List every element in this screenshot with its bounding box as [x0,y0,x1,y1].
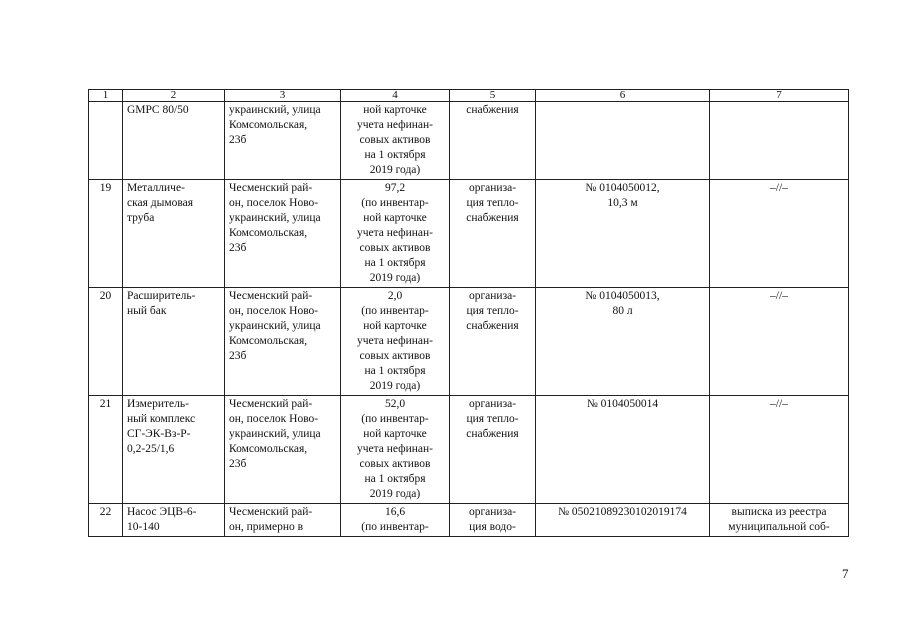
table-row [89,288,849,396]
header-cell-6: 6 [536,90,710,102]
cell-line: украинский, улица [229,320,321,332]
header-cell-2: 2 [123,90,225,102]
cell-line: Комсомольская, [229,227,308,239]
cell-line: украинский, улица [229,212,321,224]
cell-line: (по инвентар- [361,305,429,317]
cell-line: совых активов [359,350,431,362]
cell-line: 52,0 [384,398,406,410]
cell-line: ция тепло- [466,413,519,425]
cell-line: 2,0 [387,290,403,302]
cell-line: снабжения [466,320,519,332]
cell-line: ной карточке [363,212,427,224]
header-cell-5: 5 [450,90,536,102]
page-number: 7 [842,566,849,581]
balance-value-cell [341,102,450,180]
row-number-cell [89,102,123,180]
table-row [89,102,849,180]
cell-line: он, примерно в [229,521,304,533]
cell-line: Расширитель- [127,290,196,302]
cell-line: ной карточке [363,428,427,440]
balance-value-cell [341,396,450,504]
cell-line: снабжения [466,428,519,440]
cell-line: 23б [229,242,247,254]
cell-line: 97,2 [384,182,406,194]
note-cell [710,396,849,504]
cell-line: учета нефинан- [356,119,434,131]
cell-line: Комсомольская, [229,335,308,347]
cell-line: на 1 октября [364,149,426,161]
address-cell [225,180,341,288]
cell-line: на 1 октября [364,473,426,485]
address-cell [225,396,341,504]
cell-line: № 05021089230102019174 [558,506,687,518]
cell-line: 80 л [612,305,633,317]
object-name-cell [123,102,225,180]
header-cell-7: 7 [710,90,849,102]
cell-line: Чесменский рай- [229,506,313,518]
cell-line: организа- [468,182,517,194]
cell-line: совых активов [359,134,431,146]
registry-number-cell [536,504,710,537]
cell-line: ция водо- [469,521,516,533]
cell-line: учета нефинан- [356,443,434,455]
registry-number-cell [536,102,710,180]
cell-line: № 0104050012, [585,182,660,194]
organization-cell [450,288,536,396]
address-cell [225,102,341,180]
registry-number-cell [536,180,710,288]
cell-line: 23б [229,134,247,146]
cell-line: ной карточке [363,104,427,116]
cell-line: Измеритель- [127,398,189,410]
cell-line: 23б [229,350,247,362]
cell-line: –//– [770,398,788,410]
cell-line: № 0104050013, [585,290,660,302]
address-cell [225,288,341,396]
cell-line: он, поселок Ново- [229,305,319,317]
row-number-cell: 20 [89,288,123,396]
balance-value-cell [341,504,450,537]
cell-line: (по инвентар- [361,197,429,209]
cell-line: Чесменский рай- [229,290,313,302]
cell-line: совых активов [359,242,431,254]
cell-line: ной карточке [363,320,427,332]
object-name-cell [123,504,225,537]
table-row [89,504,849,537]
table-row [89,396,849,504]
note-cell [710,288,849,396]
cell-line: –//– [770,290,788,302]
row-number-cell: 19 [89,180,123,288]
cell-line: ный комплекс [127,413,196,425]
cell-line: 16,6 [384,506,406,518]
cell-line: ция тепло- [466,197,519,209]
cell-line: Комсомольская, [229,443,308,455]
cell-line: 10,3 м [607,197,638,209]
organization-cell [450,102,536,180]
cell-line: 10-140 [127,521,160,533]
cell-line: Насос ЭЦВ-6- [127,506,197,518]
cell-line: украинский, улица [229,104,321,116]
cell-line: (по инвентар- [361,521,429,533]
cell-line: ция тепло- [466,305,519,317]
cell-line: Чесменский рай- [229,398,313,410]
header-cell-1: 1 [89,90,123,102]
cell-line: он, поселок Ново- [229,413,319,425]
organization-cell [450,180,536,288]
header-cell-3: 3 [225,90,341,102]
cell-line: Чесменский рай- [229,182,313,194]
cell-line: снабжения [466,212,519,224]
cell-line: ская дымовая [127,197,194,209]
cell-line: СГ-ЭК-Вз-Р- [127,428,191,440]
column-number-header-row [89,90,849,102]
cell-line: 23б [229,458,247,470]
cell-line: 2019 года) [369,164,421,176]
cell-line: 2019 года) [369,488,421,500]
cell-line: Комсомольская, [229,119,308,131]
cell-line: 0,2-25/1,6 [127,443,175,455]
cell-line: GMPC 80/50 [127,104,189,116]
note-cell [710,180,849,288]
cell-line: 2019 года) [369,272,421,284]
cell-line: совых активов [359,458,431,470]
cell-line: на 1 октября [364,257,426,269]
note-cell [710,102,849,180]
cell-line: украинский, улица [229,428,321,440]
cell-line: муниципальной соб- [728,521,830,533]
object-name-cell [123,396,225,504]
cell-line: организа- [468,506,517,518]
balance-value-cell [341,288,450,396]
cell-line: на 1 октября [364,365,426,377]
cell-line: Металличе- [127,182,185,194]
organization-cell [450,396,536,504]
row-number-cell: 21 [89,396,123,504]
cell-line: он, поселок Ново- [229,197,319,209]
cell-line: организа- [468,398,517,410]
cell-line: учета нефинан- [356,335,434,347]
header-cell-4: 4 [341,90,450,102]
cell-line: –//– [770,182,788,194]
table-row [89,180,849,288]
address-cell [225,504,341,537]
balance-value-cell [341,180,450,288]
cell-line: снабжения [466,104,519,116]
cell-line: ный бак [127,305,167,317]
organization-cell [450,504,536,537]
registry-number-cell [536,396,710,504]
cell-line: учета нефинан- [356,227,434,239]
property-table [88,89,849,537]
cell-line: № 0104050014 [586,398,659,410]
registry-number-cell [536,288,710,396]
row-number-cell: 22 [89,504,123,537]
cell-line: 2019 года) [369,380,421,392]
cell-line: (по инвентар- [361,413,429,425]
object-name-cell [123,180,225,288]
cell-line: организа- [468,290,517,302]
cell-line: труба [127,212,155,224]
object-name-cell [123,288,225,396]
note-cell [710,504,849,537]
cell-line: выписка из реестра [731,506,827,518]
